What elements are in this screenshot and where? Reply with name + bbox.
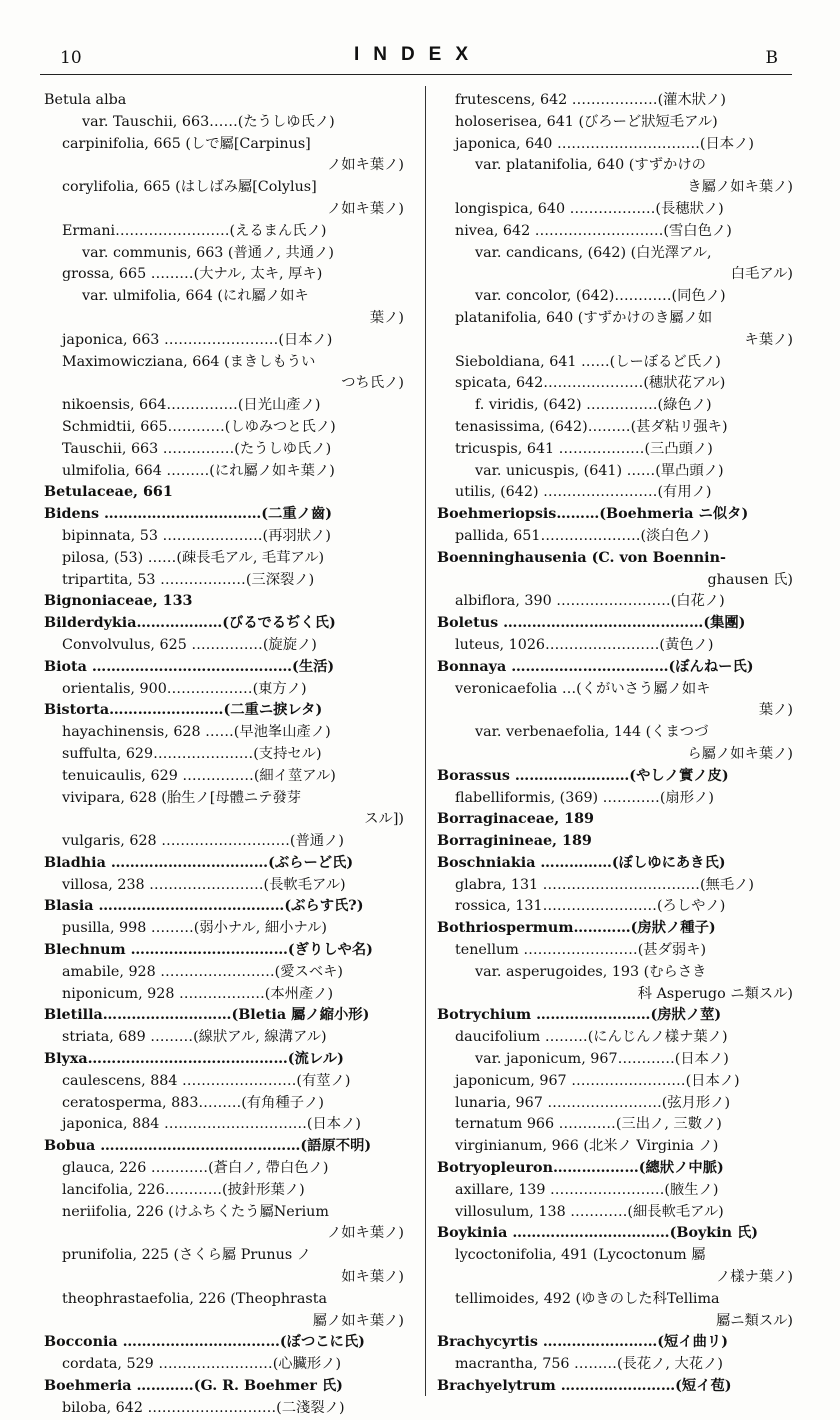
index-entry-continuation: 屬ニ類スル) <box>715 1312 793 1329</box>
index-entry-continuation: 葉ノ) <box>369 309 404 326</box>
index-entry-continuation: ghausen 氏) <box>707 571 793 588</box>
index-entry: var. platanifolia, 640 (すずかけの <box>475 157 706 174</box>
index-entry: Sieboldiana, 641 ……(しーぼるど氏ノ) <box>455 353 721 370</box>
index-entry: nikoensis, 664……………(日光山產ノ) <box>62 397 321 414</box>
index-entry-continuation: ら屬ノ如キ葉ノ) <box>687 745 793 762</box>
index-genus-entry: Bletilla………………………(Bletia 屬ノ縮小形) <box>44 1007 370 1024</box>
index-entry: var. verbenaefolia, 144 (くまつづ <box>475 724 709 741</box>
index-entry: rossica, 131……………………(ろしやノ) <box>455 898 726 915</box>
index-entry: tellimoides, 492 (ゆきのした科Tellima <box>455 1290 720 1307</box>
right-column <box>437 90 793 1398</box>
index-genus-entry: Borassus ……………………(やしノ實ノ皮) <box>437 767 729 784</box>
index-entry: lancifolia, 226…………(披針形葉ノ) <box>62 1181 305 1198</box>
index-entry: platanifolia, 640 (すずかけのき屬ノ如 <box>455 309 713 326</box>
index-entry: Ermani……………………(えるまん氏ノ) <box>62 222 327 239</box>
index-entry: lunaria, 967 ……………………(弦月形ノ) <box>455 1094 731 1111</box>
index-genus-entry: Botryopleuron………………(總狀ノ中脈) <box>437 1160 724 1177</box>
index-entry: veronicaefolia …(くがいさう屬ノ如キ <box>455 680 711 697</box>
index-entry: striata, 689 ………(線狀アル, 線溝アル) <box>62 1029 327 1046</box>
index-entry-continuation: ノ如キ葉ノ) <box>326 1225 404 1242</box>
index-entry: vulgaris, 628 ………………………(普通ノ) <box>62 833 344 850</box>
index-genus-entry: Bidens ……………………………(二重ノ齒) <box>44 506 333 523</box>
index-genus-entry: Brachyelytrum ……………………(短イ苞) <box>437 1378 732 1395</box>
index-entry: japonica, 663 ……………………(日本ノ) <box>62 331 333 348</box>
index-entry: nivea, 642 ………………………(雪白色ノ) <box>455 222 732 239</box>
index-entry-continuation: つち氏ノ) <box>341 375 404 392</box>
index-entry: daucifolium ………(にんじんノ樣ナ葉ノ) <box>455 1029 728 1046</box>
index-entry-continuation: 屬ノ如キ葉ノ) <box>312 1312 404 1329</box>
index-entry: tenellum ……………………(甚ダ弱キ) <box>455 942 707 959</box>
index-entry-continuation: き屬ノ如キ葉ノ) <box>687 179 793 196</box>
section-letter: B <box>765 48 778 68</box>
index-entry: japonica, 640 …………………………(日本ノ) <box>455 135 754 152</box>
index-entry: macrantha, 756 ………(長花ノ, 大花ノ) <box>455 1356 723 1373</box>
index-entry: virginianum, 966 (北米ノ Virginia ノ) <box>455 1138 719 1155</box>
left-column <box>44 90 404 1420</box>
page-number: 10 <box>60 48 82 68</box>
index-genus-entry: Betulaceae, 661 <box>44 484 173 501</box>
index-entry: pallida, 651…………………(淡白色ノ) <box>455 527 709 544</box>
index-entry: Betula alba <box>44 92 127 108</box>
index-genus-entry: Blechnum ……………………………(ぎりしや名) <box>44 942 373 959</box>
index-entry-continuation: ノ如キ葉ノ) <box>326 157 404 174</box>
index-entry: tenuicaulis, 629 ……………(細イ莖アル) <box>62 767 336 784</box>
index-entry: vivipara, 628 (胎生ノ[母體ニテ發芽 <box>62 789 302 806</box>
index-entry: Convolvulus, 625 ……………(旋旋ノ) <box>62 636 317 653</box>
index-entry: orientalis, 900………………(東方ノ) <box>62 680 307 697</box>
index-entry: glauca, 226 …………(蒼白ノ, 帶白色ノ) <box>62 1160 329 1177</box>
index-entry-continuation: キ葉ノ) <box>744 331 793 348</box>
index-entry: Schmidtii, 665…………(しゆみつと氏ノ) <box>62 418 336 435</box>
index-entry: prunifolia, 225 (さくら屬 Prunus ノ <box>62 1247 312 1264</box>
index-entry: villosulum, 138 …………(細長軟毛アル) <box>455 1203 724 1220</box>
index-entry: bipinnata, 53 …………………(再羽狀ノ) <box>62 527 331 544</box>
index-entry: frutescens, 642 ………………(灌木狀ノ) <box>455 92 726 108</box>
index-entry: carpinifolia, 665 (しで屬[Carpinus] <box>62 135 311 152</box>
index-entry-continuation: 白毛アル) <box>730 266 793 283</box>
index-entry: theophrastaefolia, 226 (Theophrasta <box>62 1290 328 1307</box>
index-entry: caulescens, 884 ……………………(有莖ノ) <box>62 1072 351 1089</box>
index-genus-entry: Bobua ……………………………………(語原不明) <box>44 1138 372 1155</box>
index-genus-entry: Boehmeriopsis………(Boehmeria ニ似タ) <box>437 506 749 523</box>
index-entry: neriifolia, 226 (けふちくたう屬Nerium <box>62 1203 329 1220</box>
index-entry: biloba, 642 ………………………(二淺裂ノ) <box>62 1399 345 1416</box>
index-entry: ulmifolia, 664 ………(にれ屬ノ如キ葉ノ) <box>62 462 335 479</box>
index-genus-entry: Brachycyrtis ……………………(短イ曲リ) <box>437 1334 728 1351</box>
index-genus-entry: Blyxa……………………………………(流レル) <box>44 1051 344 1068</box>
index-genus-entry: Bocconia ……………………………(ぼつこに氏) <box>44 1334 365 1351</box>
index-entry: ternatum 966 …………(三出ノ, 三數ノ) <box>455 1116 722 1133</box>
index-entry: albiflora, 390 ……………………(白花ノ) <box>455 593 725 610</box>
index-entry: var. unicuspis, (641) ……(單凸頭ノ) <box>475 462 724 479</box>
index-entry: amabile, 928 ……………………(愛スベキ) <box>62 963 344 980</box>
index-entry: Tauschii, 663 ……………(たうしゆ氏ノ) <box>62 440 332 457</box>
index-genus-entry: Bothriospermum…………(房狀ノ種子) <box>437 920 716 937</box>
index-genus-entry: Borraginaceae, 189 <box>437 811 594 828</box>
page-header <box>42 42 794 72</box>
index-entry: luteus, 1026……………………(黃色ノ) <box>455 636 714 653</box>
index-entry: var. ulmifolia, 664 (にれ屬ノ如キ <box>82 288 309 305</box>
index-genus-entry: Boehmeria …………(G. R. Boehmer 氏) <box>44 1378 343 1395</box>
index-entry: niponicum, 928 ………………(本州產ノ) <box>62 985 334 1002</box>
index-entry: pusilla, 998 ………(弱小ナル, 細小ナル) <box>62 920 327 937</box>
index-entry-continuation: ノ樣ナ葉ノ) <box>715 1269 793 1286</box>
index-entry: villosa, 238 ……………………(長軟毛アル) <box>62 876 346 893</box>
index-entry: pilosa, (53) ……(疎長毛アル, 毛茸アル) <box>62 549 325 566</box>
index-entry: lycoctonifolia, 491 (Lycoctonum 屬 <box>455 1247 706 1264</box>
index-genus-entry: Boenninghausenia (C. von Boennin- <box>437 549 726 566</box>
page-title: INDEX <box>353 44 483 65</box>
index-entry: var. communis, 663 (普通ノ, 共通ノ) <box>82 244 334 261</box>
index-entry: f. viridis, (642) ……………(綠色ノ) <box>475 397 712 414</box>
index-entry: tenasissima, (642)………(甚ダ粘リ强キ) <box>455 418 728 435</box>
index-genus-entry: Bignoniaceae, 133 <box>44 593 193 610</box>
index-genus-entry: Blasia …………………………………(ぶらす氏?) <box>44 898 364 915</box>
index-entry: var. candicans, (642) (白光澤アル, <box>475 244 712 261</box>
index-entry: japonica, 884 …………………………(日本ノ) <box>62 1116 361 1133</box>
index-genus-entry: Boschniakia ……………(ぼしゆにあき氏) <box>437 854 726 871</box>
index-entry: tripartita, 53 ………………(三深裂ノ) <box>62 571 315 588</box>
index-entry-continuation: 葉ノ) <box>758 702 793 719</box>
index-genus-entry: Borragininеae, 189 <box>437 833 592 850</box>
index-genus-entry: Biota ……………………………………(生活) <box>44 658 335 675</box>
header-rule <box>40 74 792 75</box>
index-genus-entry: Bonnaya ……………………………(ぼんねー氏) <box>437 658 754 675</box>
index-entry: flabelliformis, (369) …………(扇形ノ) <box>455 789 714 806</box>
index-genus-entry: Boykinia ……………………………(Boykin 氏) <box>437 1225 759 1242</box>
index-entry: var. concolor, (642)…………(同色ノ) <box>475 288 726 305</box>
index-entry: utilis, (642) ……………………(有用ノ) <box>455 484 712 501</box>
index-entry: suffulta, 629…………………(支持セル) <box>62 745 322 762</box>
index-entry: var. asperugoides, 193 (むらさき <box>475 963 707 980</box>
index-genus-entry: Bistorta……………………(二重ニ捩レタ) <box>44 702 323 719</box>
index-entry: glabra, 131 ……………………………(無毛ノ) <box>455 876 754 893</box>
index-entry: longispica, 640 ………………(長穗狀ノ) <box>455 200 724 217</box>
index-entry: cordata, 529 ……………………(心臟形ノ) <box>62 1356 342 1373</box>
index-genus-entry: Bilderdykia………………(びるでるぢく氏) <box>44 615 336 632</box>
index-entry-continuation: スル]) <box>364 811 404 828</box>
index-genus-entry: Bladhia ……………………………(ぶらーど氏) <box>44 854 354 871</box>
index-entry: tricuspis, 641 ………………(三凸頭ノ) <box>455 440 713 457</box>
index-entry: var. Tauschii, 663……(たうしゆ氏ノ) <box>82 113 335 130</box>
index-entry: corylifolia, 665 (はしばみ屬[Colylus] <box>62 179 317 196</box>
index-entry: holoserisea, 641 (びろーど狀短毛アル) <box>455 113 718 130</box>
index-entry: var. japonicum, 967…………(日本ノ) <box>475 1051 729 1068</box>
index-entry: axillare, 139 ……………………(腋生ノ) <box>455 1181 719 1198</box>
index-entry: hayachinensis, 628 ……(早池峯山產ノ) <box>62 724 331 741</box>
index-entry-continuation: ノ如キ葉ノ) <box>326 200 404 217</box>
index-genus-entry: Boletus ……………………………………(集團) <box>437 615 746 632</box>
index-entry: ceratosperma, 883………(有角種子ノ) <box>62 1094 324 1111</box>
index-entry-continuation: 科 Asperugo ニ類スル) <box>637 985 793 1002</box>
index-entry-continuation: 如キ葉ノ) <box>341 1269 404 1286</box>
index-entry: japonicum, 967 ……………………(日本ノ) <box>455 1072 740 1089</box>
index-entry: spicata, 642…………………(穗狀花アル) <box>455 375 726 392</box>
column-divider <box>425 86 426 1396</box>
index-entry: grossa, 665 ………(大ナル, 太キ, 厚キ) <box>62 266 323 283</box>
index-entry: Maximowicziana, 664 (まきしもうい <box>62 353 316 370</box>
index-genus-entry: Botrychium ……………………(房狀ノ莖) <box>437 1007 722 1024</box>
